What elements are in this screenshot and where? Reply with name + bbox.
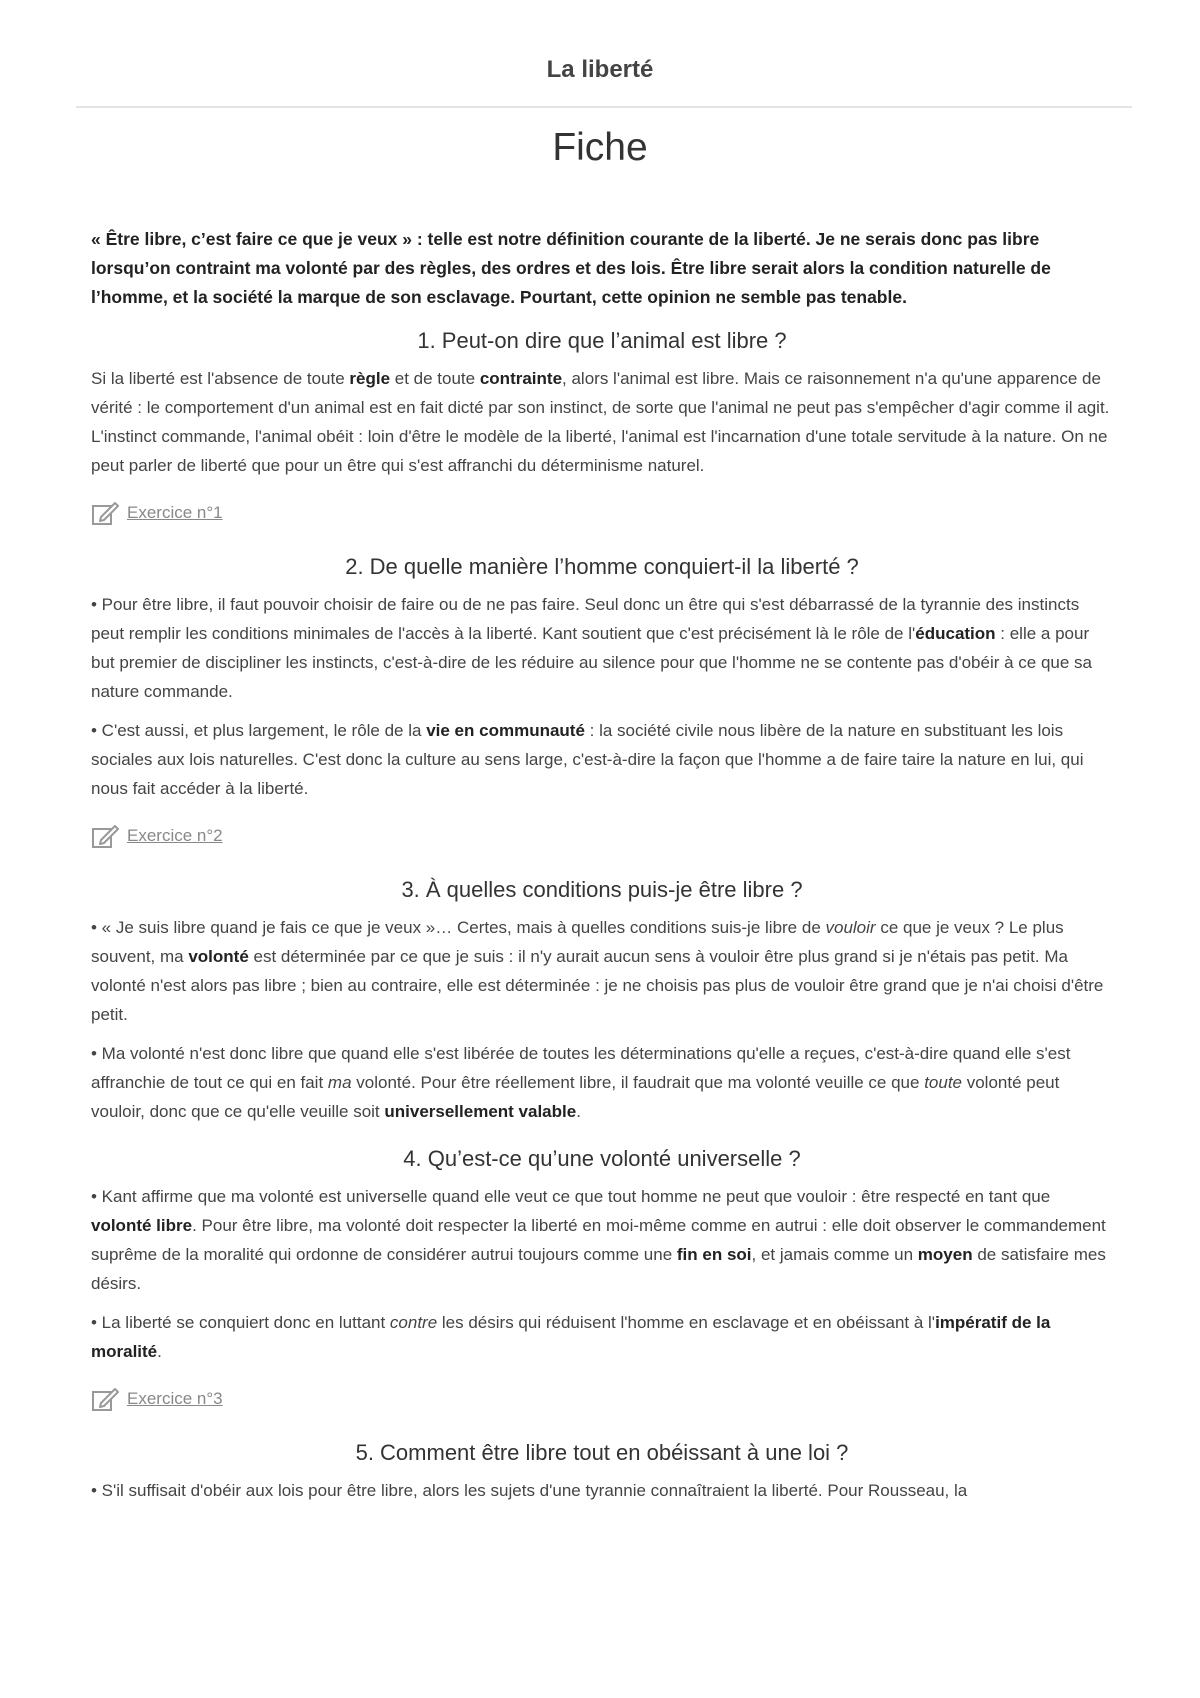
text-run: • C'est aussi, et plus largement, le rôle de la [91,721,427,740]
text-run: Si la liberté est l'absence de toute [91,369,350,388]
section-1-paragraph-1 [91,364,1113,480]
section-3-heading: 3. À quelles conditions puis-je être libre ? [401,877,803,902]
section-3-paragraph-1 [91,913,1113,1029]
bold-term: moyen [917,1245,973,1264]
exercise-3-row [91,1384,1113,1414]
exercise-2-link[interactable]: Exercice n°2 [127,826,223,845]
text-run: . [157,1342,162,1361]
text-run: : la société civile nous libère de la nature en substituant les lois sociales aux lois naturelles. C'est donc la culture au sens large, c'est-à-dire la façon que l'homme a de faire taire la nature en lui, qui nous fait accéder à la liberté. [91,721,1084,798]
exercise-1-link[interactable]: Exercice n°1 [127,503,223,522]
text-run: . [576,1102,581,1121]
section-4-heading: 4. Qu’est-ce qu’une volonté universelle ? [403,1146,801,1171]
section-4-paragraph-2 [91,1308,1113,1366]
section-4-paragraph-1 [91,1182,1113,1298]
text-run: de satisfaire mes désirs. [91,1245,1106,1293]
section-5-heading: 5. Comment être libre tout en obéissant à une loi ? [355,1440,849,1465]
text-run: les désirs qui réduisent l'homme en esclavage et en obéissant à l' [437,1313,936,1332]
text-run: • Ma volonté n'est donc libre que quand elle s'est libérée de toutes les déterminations qu'elle a reçues, c'est-à-dire quand elle s'est affranchie de tout ce qui en fait [91,1044,1071,1092]
bold-term: vie en communauté [426,721,585,740]
text-run: • « Je suis libre quand je fais ce que je veux »… Certes, mais à quelles conditions suis-je libre de [91,918,826,937]
text-run: est déterminée par ce que je suis : il n'y aurait aucun sens à vouloir être plus grand si je n'étais pas petit. Ma volonté n'est alors pas libre ; bien au contraire, elle est déterminée : je ne choisis pas plus de vouloir être grand que je n'ai choisi d'être petit. [91,947,1104,1024]
text-run: ce que je veux ? Le plus souvent, ma [91,918,1064,966]
bold-term: fin en soi [676,1245,752,1264]
text-run: • La liberté se conquiert donc en luttant [91,1313,390,1332]
document-title: Fiche [552,126,648,169]
bold-term: volonté libre [91,1216,193,1235]
italic-term: ma [327,1073,352,1092]
exercise-1-row [91,498,1113,528]
text-run: , alors l'animal est libre. Mais ce raisonnement n'a qu'une apparence de vérité : le comportement d'un animal est en fait dicté par son instinct, de sorte que l'animal ne peut pas s'empêcher d'agir comme il agit. L'instinct commande, l'animal obéit : loin d'être le modèle de la liberté, l'animal est l'incarnation d'une totale servitude à la nature. On ne peut parler de liberté que pour un être qui s'est affranchi du déterminisme naturel. [91,369,1110,475]
section-3-paragraph-2 [91,1039,1113,1126]
text-run: . Pour être libre, ma volonté doit respecter la liberté en moi-même comme en autrui : elle doit observer le commandement suprême de la moralité qui ordonne de considérer autrui toujours comme une [91,1216,1106,1264]
edit-pencil-icon [91,500,119,526]
page-header-title: La liberté [546,56,654,83]
italic-term: vouloir [825,918,876,937]
edit-pencil-icon [91,823,119,849]
section-1-heading: 1. Peut-on dire que l’animal est libre ? [417,328,787,353]
bold-term: volonté [188,947,249,966]
bold-term: impératif de la moralité [91,1313,1051,1361]
text-run: volonté. Pour être réellement libre, il faudrait que ma volonté veuille ce que [351,1073,925,1092]
text-run: : elle a pour but premier de discipliner les instincts, c'est-à-dire de les réduire au silence pour que l'homme ne se contente pas d'obéir à ce que sa nature commande. [91,624,1092,701]
text-run: volonté peut vouloir, donc que ce qu'elle veuille soit [91,1073,1060,1121]
bold-term: contrainte [479,369,563,388]
bold-term: règle [349,369,391,388]
text-run: • Pour être libre, il faut pouvoir choisir de faire ou de ne pas faire. Seul donc un être qui s'est débarrassé de la tyrannie des instincts peut remplir les conditions minimales de l'accès à la liberté. Kant soutient que c'est précisément là le rôle de l' [91,595,1080,643]
italic-term: contre [389,1313,438,1332]
document-content [91,225,1113,1515]
text-run: • S'il suffisait d'obéir aux lois pour être libre, alors les sujets d'une tyrannie connaîtraient la liberté. Pour Rousseau, la [91,1481,968,1500]
bold-term: éducation [915,624,996,643]
italic-term: toute [924,1073,962,1092]
edit-pencil-icon [91,1386,119,1412]
section-2-paragraph-1 [91,590,1113,706]
section-5-paragraph-1 [91,1476,1113,1505]
header-divider [76,106,1132,108]
exercise-3-link[interactable]: Exercice n°3 [127,1389,223,1408]
bold-term: universellement valable [384,1102,577,1121]
section-2-heading: 2. De quelle manière l’homme conquiert-il la liberté ? [345,554,859,579]
intro-paragraph: « Être libre, c’est faire ce que je veux » : telle est notre définition courante de la liberté. Je ne serais donc pas libre lorsqu’on contraint ma volonté par des règles, des ordres et des lois. Être libre serait alors la condition naturelle de l’homme, et la société la marque de son esclavage. Pourtant, cette opinion ne semble pas tenable. [91,229,1051,307]
text-run: , et jamais comme un [751,1245,918,1264]
text-run: et de toute [390,369,480,388]
text-run: • Kant affirme que ma volonté est universelle quand elle veut ce que tout homme ne peut que vouloir : être respecté en tant que [91,1187,1051,1206]
section-2-paragraph-2 [91,716,1113,803]
exercise-2-row [91,821,1113,851]
